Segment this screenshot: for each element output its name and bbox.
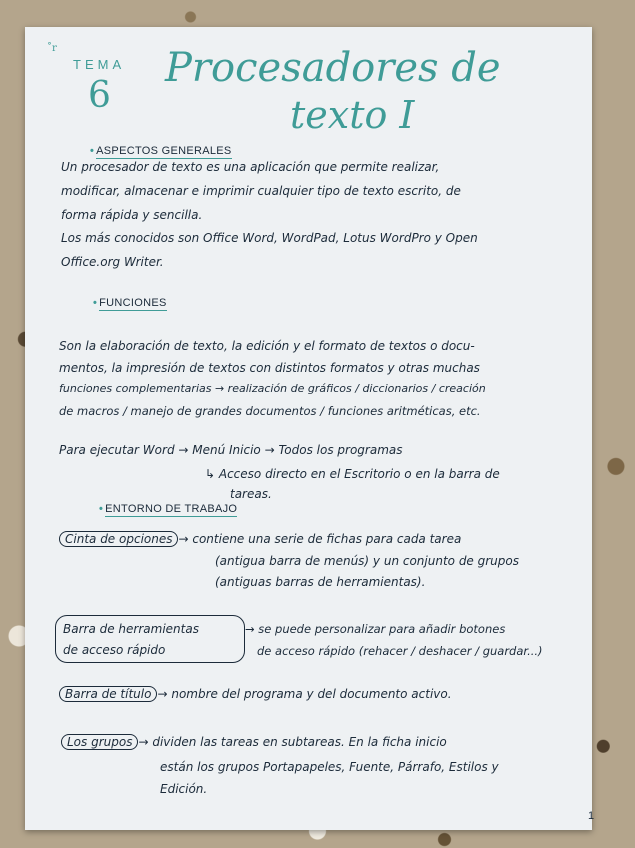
cinta-desc-2: (antigua barra de menús) y un conjunto de grupos <box>215 554 519 568</box>
titulo-term: Barra de título <box>59 686 157 702</box>
grupos-term: Los grupos <box>61 734 138 750</box>
run-word-line-2: ↳ Acceso directo en el Escritorio o en la barra de <box>205 467 500 481</box>
aspectos-line-3: forma rápida y sencilla. <box>61 208 203 222</box>
funciones-line-2: mentos, la impresión de textos con distintos formatos y otras muchas <box>59 361 480 375</box>
page-title-line-1: Procesadores de <box>165 45 501 91</box>
cinta-desc-1: → contiene una serie de fichas para cada tarea <box>178 532 462 546</box>
heading-funciones: • FUNCIONES <box>93 297 167 309</box>
page-number: 1 <box>588 810 595 822</box>
cinta-term-row <box>59 531 461 547</box>
herramientas-term-2: de acceso rápido <box>63 643 166 657</box>
funciones-line-3: funciones complementarias → realización de gráficos / diccionarios / creación <box>59 382 486 395</box>
titulo-desc: → nombre del programa y del documento activo. <box>157 687 452 701</box>
aspectos-line-4: Los más conocidos son Office Word, WordPad, Lotus WordPro y Open <box>61 231 478 245</box>
grupos-desc-2: están los grupos Portapapeles, Fuente, Párrafo, Estilos y <box>160 760 499 774</box>
aspectos-line-1: Un procesador de texto es una aplicación que permite realizar, <box>61 160 440 174</box>
run-word-line-1: Para ejecutar Word → Menú Inicio → Todos los programas <box>59 443 403 457</box>
tema-number: 6 <box>88 75 111 116</box>
heading-aspectos: • ASPECTOS GENERALES <box>90 145 232 157</box>
heading-funciones-text: FUNCIONES <box>99 297 167 309</box>
grupos-row <box>61 734 447 750</box>
herramientas-desc-2: de acceso rápido (rehacer / deshacer / guardar...) <box>257 644 543 658</box>
herramientas-term-1: Barra de herramientas <box>63 622 199 636</box>
heading-entorno-text: ENTORNO DE TRABAJO <box>105 503 238 515</box>
funciones-line-4: de macros / manejo de grandes documentos / funciones aritméticas, etc. <box>59 404 481 418</box>
page-title-line-2: texto I <box>290 93 415 137</box>
cinta-desc-3: (antiguas barras de herramientas). <box>215 575 426 589</box>
herramientas-desc-1: → se puede personalizar para añadir botones <box>245 622 506 636</box>
notebook-page <box>25 27 595 830</box>
grupos-desc-3: Edición. <box>160 782 208 796</box>
titulo-row <box>59 686 452 702</box>
tema-label: TEMA <box>73 57 126 72</box>
funciones-line-1: Son la elaboración de texto, la edición y el formato de textos o docu- <box>59 339 475 353</box>
cinta-term: Cinta de opciones <box>59 531 178 547</box>
aspectos-line-5: Office.org Writer. <box>61 255 164 269</box>
run-word-line-3: tareas. <box>230 487 272 501</box>
corner-mark: ˚r <box>47 43 57 54</box>
heading-aspectos-text: ASPECTOS GENERALES <box>96 145 232 157</box>
heading-entorno: • ENTORNO DE TRABAJO <box>99 503 238 515</box>
aspectos-line-2: modificar, almacenar e imprimir cualquier tipo de texto escrito, de <box>61 184 461 198</box>
grupos-desc-1: → dividen las tareas en subtareas. En la ficha inicio <box>138 735 447 749</box>
